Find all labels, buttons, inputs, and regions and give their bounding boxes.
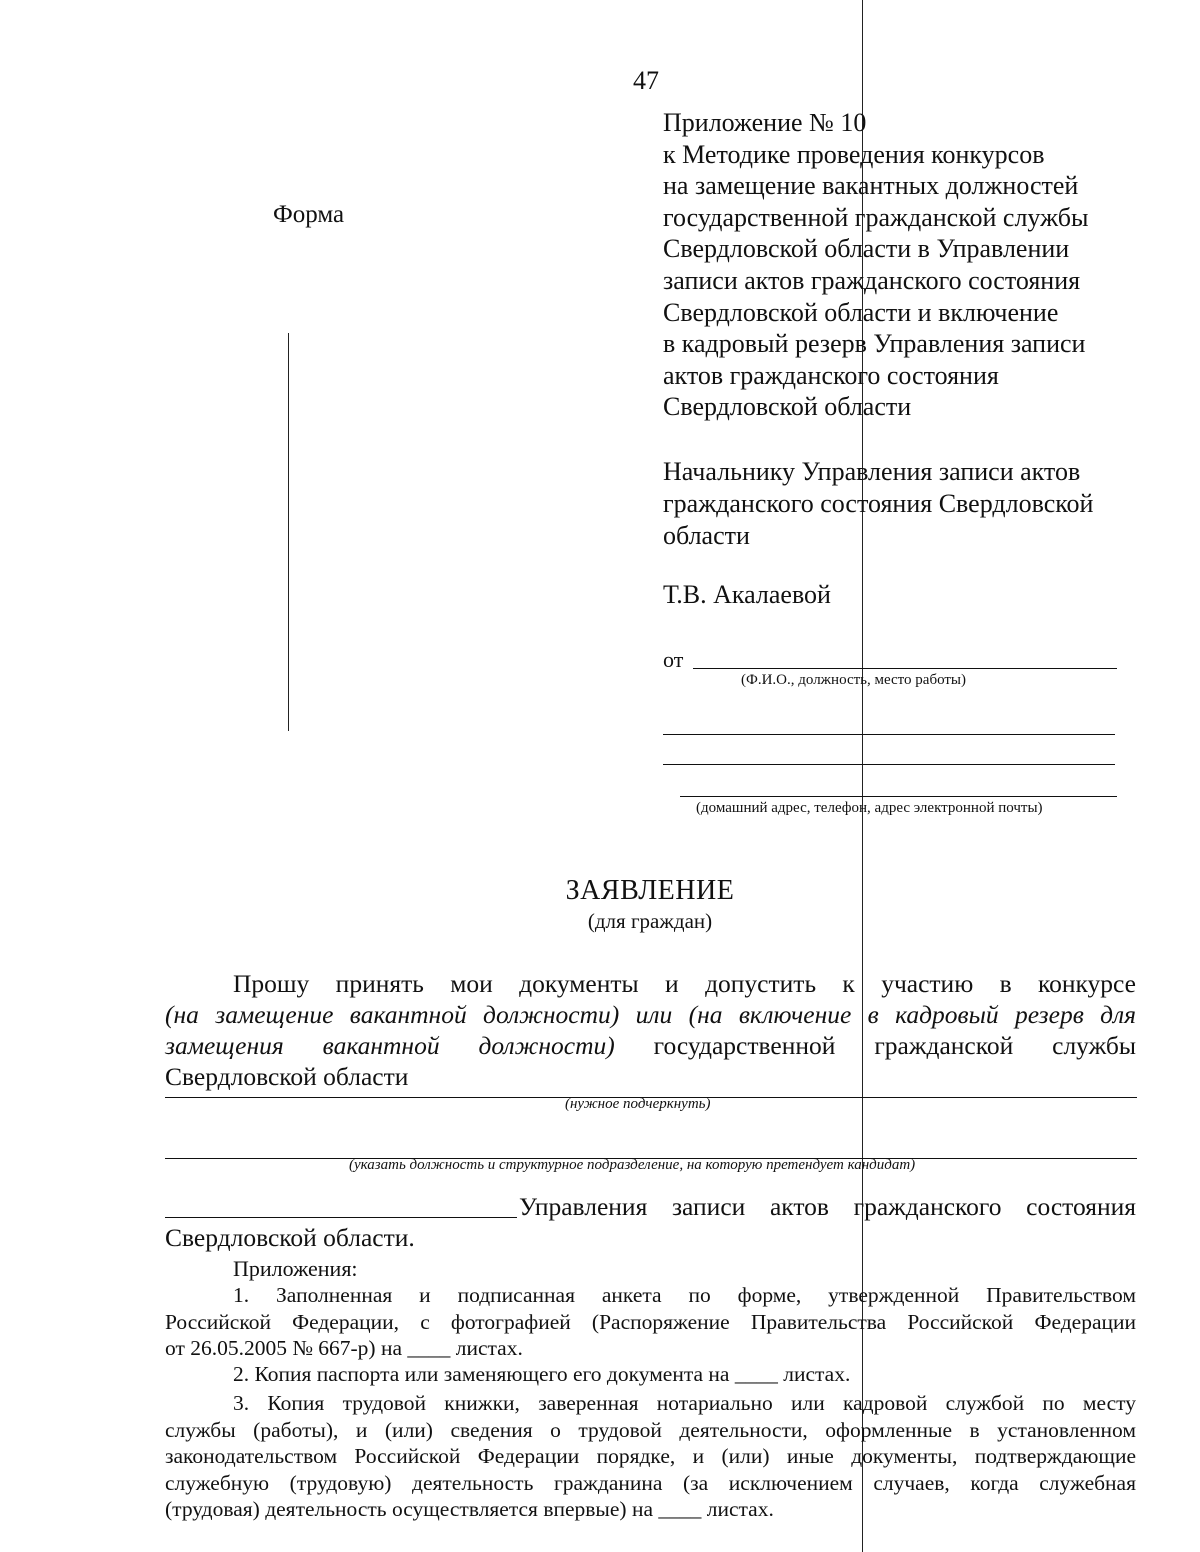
underline-department — [165, 1217, 517, 1218]
annex-line: к Методике проведения конкурсов — [663, 139, 1045, 169]
attachment-item-2: 2. Копия паспорта или заменяющего его документа на ____ листах. — [233, 1362, 851, 1386]
attachment-item-3 — [165, 1390, 1136, 1523]
annex-line: государственной гражданской службы — [663, 202, 1089, 232]
addressee-line: области — [663, 521, 750, 550]
attachment-line: служебную (трудовую) деятельность гражданина (за исключением случаев, когда служебная — [165, 1470, 1136, 1495]
scan-artifact-line-left — [288, 333, 289, 731]
attachment-line: 3. Копия трудовой книжки, заверенная нотариально или кадровой службой по месту — [233, 1391, 1136, 1415]
attachment-line: (трудовая) деятельность осуществляется впервые) на ____ листах. — [165, 1497, 774, 1521]
caption-position: (указать должность и структурное подразделение, на которую претендует кандидат) — [349, 1157, 916, 1173]
address-underline-2 — [663, 764, 1115, 765]
annex-line: Свердловской области — [663, 392, 912, 422]
address-underline-1 — [663, 734, 1115, 735]
attachment-line: от 26.05.2005 № 667-р) на ____ листах. — [165, 1336, 523, 1360]
request-rest: государственной гражданской службы — [614, 1031, 1136, 1060]
request-line — [165, 1030, 1136, 1061]
request-paragraph — [165, 968, 1136, 1092]
annex-line: актов гражданского состояния — [663, 360, 999, 390]
form-label: Форма — [273, 201, 345, 228]
document-subtitle: (для граждан) — [587, 909, 713, 933]
annex-header — [663, 107, 1088, 423]
annex-line: на замещение вакантных должностей — [663, 171, 1079, 201]
caption-underline: (нужное подчеркнуть) — [565, 1096, 711, 1112]
annex-line: записи актов гражданского состояния — [663, 265, 1081, 295]
attachment-line: службы (работы), и (или) сведения о трудовой деятельности, оформленные в установленном — [165, 1417, 1136, 1442]
address-underline-3 — [680, 796, 1117, 797]
attachment-line: 1. Заполненная и подписанная анкета по форме, утвержденной Правительством — [233, 1283, 1136, 1307]
from-label: от — [663, 647, 684, 672]
fio-underline — [693, 668, 1117, 669]
attachments-heading: Приложения: — [233, 1256, 358, 1281]
request-line-6: Свердловской области. — [165, 1223, 415, 1252]
request-line: Свердловской области — [165, 1062, 409, 1091]
attachment-line: законодательством Российской Федерации порядке, и (или) иные документы, подтверждающие — [165, 1444, 1136, 1468]
addressee-line: гражданского состояния Свердловской — [663, 489, 1094, 518]
request-line-5: Управления записи актов гражданского состояния — [519, 1192, 1136, 1221]
document-title: ЗАЯВЛЕНИЕ — [565, 875, 735, 906]
annex-line: Свердловской области и включение — [663, 297, 1059, 327]
annex-line: в кадровый резерв Управления записи — [663, 329, 1086, 359]
request-line: Прошу принять мои документы и допустить к участию в конкурсе — [233, 969, 1136, 998]
attachment-line: Российской Федерации, с фотографией (Распоряжение Правительства Российской Федерации — [165, 1309, 1136, 1334]
request-italic: замещения вакантной должности) — [165, 1031, 615, 1060]
addressee-block — [663, 456, 1093, 552]
annex-line: Приложение № 10 — [663, 108, 867, 137]
addressee-line: Начальнику Управления записи актов — [663, 457, 1081, 486]
fio-caption: (Ф.И.О., должность, место работы) — [741, 672, 967, 688]
page-number: 47 — [633, 66, 659, 95]
address-caption: (домашний адрес, телефон, адрес электронной почты) — [696, 800, 1043, 816]
request-line: (на замещение вакантной должности) или (на включение в кадровый резерв для — [165, 1000, 1136, 1029]
attachment-item-1 — [165, 1282, 1136, 1362]
annex-line: Свердловской области в Управлении — [663, 234, 1070, 264]
addressee-name: Т.В. Акалаевой — [663, 580, 831, 609]
